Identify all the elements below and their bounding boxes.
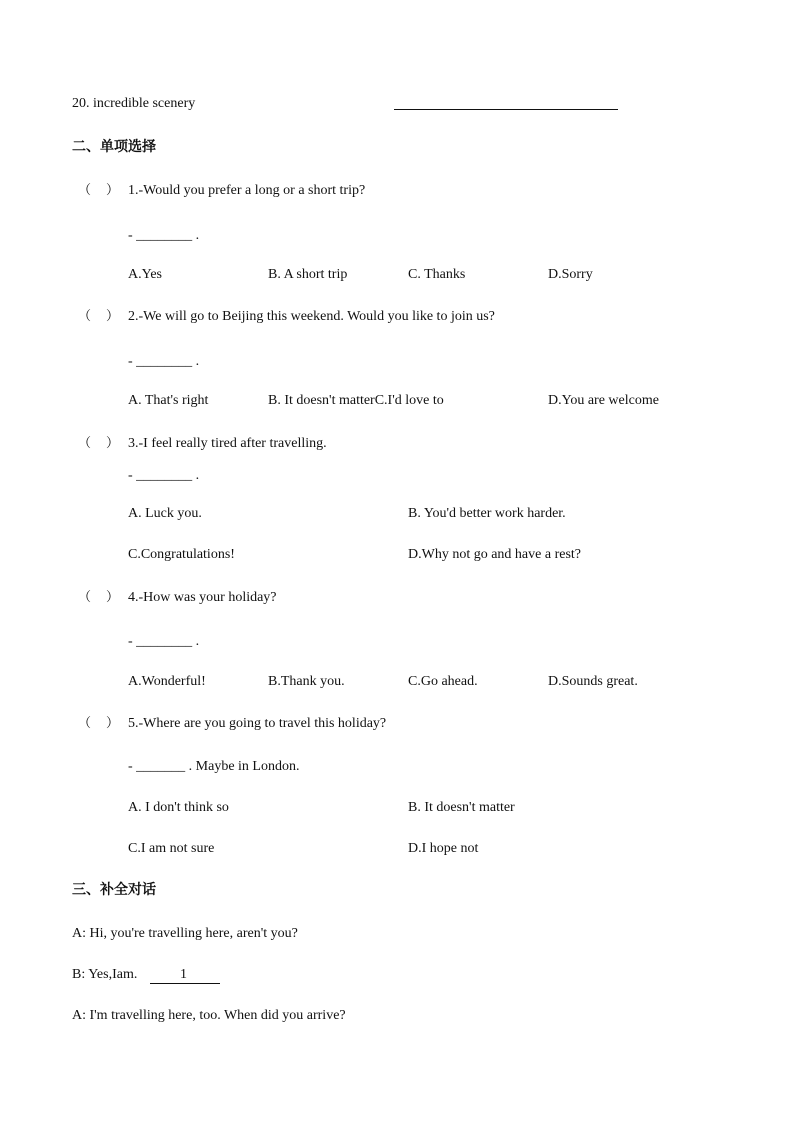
q2-option-bc: B. It doesn't matterC.I'd love to [268,393,444,408]
q3-paren-open: （ [78,436,92,451]
q4-question: 4.-How was your holiday? [128,590,277,605]
q1-option-d: D.Sorry [548,267,593,282]
item-20-label: 20. incredible scenery [72,96,196,111]
dialogue-line-1: A: Hi, you're travelling here, aren't you? [72,926,298,941]
q1-option-b: B. A short trip [268,267,348,282]
q3-question: 3.-I feel really tired after travelling. [128,436,327,451]
q1-option-c: C. Thanks [408,267,466,282]
q4-answer-line: - ________ . [128,634,200,649]
q4-paren-close: ） [106,590,120,605]
q5-question: 5.-Where are you going to travel this holiday? [128,716,387,731]
q5-option-a: A. I don't think so [128,800,229,815]
item-20-answer-line[interactable] [394,109,618,110]
q3-answer-line: - ________ . [128,468,200,483]
q1-paren-close: ） [106,183,120,198]
q2-question: 2.-We will go to Beijing this weekend. Would you like to join us? [128,309,495,324]
q1-option-a: A.Yes [128,267,162,282]
section-3-title: 三、补全对话 [72,882,156,898]
q4-option-c: C.Go ahead. [408,674,478,689]
dialogue-line-2: B: Yes,Iam. [72,967,138,982]
q5-paren-close: ） [106,716,120,731]
q3-option-a: A. Luck you. [128,506,202,521]
q3-paren-close: ） [106,436,120,451]
q2-paren-close: ） [106,309,120,324]
section-2-title: 二、单项选择 [72,139,156,155]
q4-paren-open: （ [78,590,92,605]
q1-answer-line: - ________ . [128,228,200,243]
q4-option-d: D.Sounds great. [548,674,638,689]
q3-option-b: B. You'd better work harder. [408,506,566,521]
q5-paren-open: （ [78,716,92,731]
q5-option-c: C.I am not sure [128,841,215,856]
q3-option-c: C.Congratulations! [128,547,235,562]
q2-paren-open: （ [78,309,92,324]
q2-answer-line: - ________ . [128,354,200,369]
q5-option-b: B. It doesn't matter [408,800,515,815]
q4-option-a: A.Wonderful! [128,674,206,689]
q1-paren-open: （ [78,183,92,198]
dialogue-line-3: A: I'm travelling here, too. When did you arrive? [72,1008,346,1023]
q3-option-d: D.Why not go and have a rest? [408,547,581,562]
blank-1-number: 1 [180,967,187,982]
q2-option-a: A. That's right [128,393,209,408]
q4-option-b: B.Thank you. [268,674,345,689]
q5-option-d: D.I hope not [408,841,479,856]
q5-answer-line: - _______ . Maybe in London. [128,759,300,774]
q2-option-d: D.You are welcome [548,393,659,408]
q1-question: 1.-Would you prefer a long or a short trip? [128,183,366,198]
